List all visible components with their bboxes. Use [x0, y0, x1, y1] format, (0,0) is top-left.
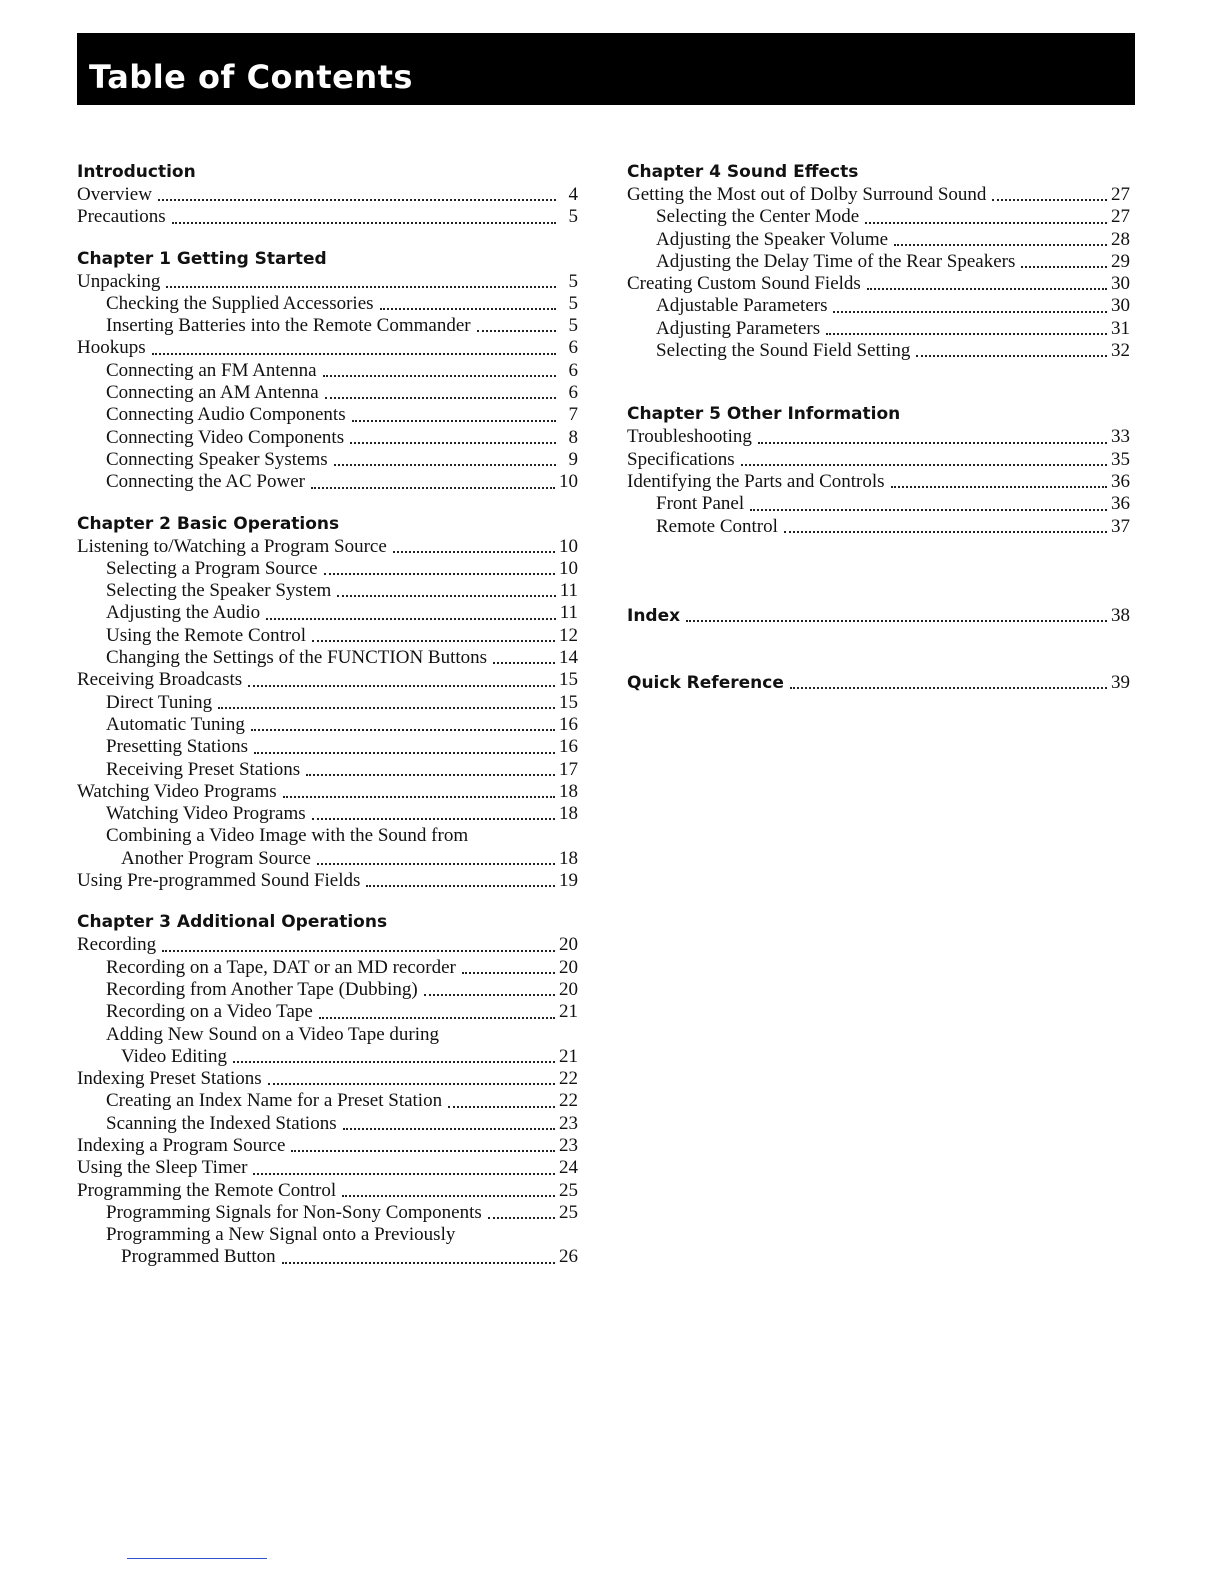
toc-entry[interactable] — [77, 1202, 578, 1224]
toc-entry[interactable] — [77, 1001, 578, 1023]
toc-entry[interactable] — [77, 580, 578, 602]
dot-leader — [172, 222, 556, 224]
toc-entry-page: 32 — [1111, 340, 1130, 362]
toc-entry-page: 16 — [559, 713, 578, 735]
dot-leader — [686, 620, 1107, 622]
toc-quick-reference-entry[interactable] — [627, 671, 1130, 695]
toc-entry-title: Scanning the Indexed Stations — [106, 1112, 337, 1134]
section-heading: Chapter 4 Sound Effects — [627, 162, 859, 182]
page-title: Table of Contents — [89, 58, 413, 96]
toc-entry[interactable] — [77, 669, 578, 691]
toc-entry-title: Hookups — [77, 337, 146, 359]
toc-entry[interactable] — [627, 318, 1130, 340]
toc-entry-text: Programming a New Signal onto a Previously — [106, 1224, 456, 1246]
footer-rule — [127, 1558, 267, 1559]
toc-entry-title: Selecting the Center Mode — [656, 206, 860, 228]
dot-leader — [916, 355, 1107, 357]
dot-leader — [248, 685, 555, 687]
dot-leader — [352, 420, 556, 422]
title-bar — [77, 33, 1135, 105]
toc-entry-title: Indexing Preset Stations — [77, 1068, 262, 1090]
toc-entry-title: Identifying the Parts and Controls — [627, 470, 885, 492]
toc-entry-page: 14 — [559, 647, 578, 669]
toc-entry-title: Receiving Broadcasts — [77, 669, 243, 691]
toc-entry[interactable] — [627, 184, 1130, 206]
dot-leader — [323, 375, 556, 377]
toc-section — [627, 160, 1130, 362]
toc-entry[interactable] — [627, 273, 1130, 295]
toc-entry-page: 17 — [559, 758, 578, 780]
toc-entry-page: 27 — [1111, 206, 1130, 228]
toc-entry-title: Overview — [77, 184, 152, 205]
toc-entry[interactable] — [627, 426, 1130, 448]
toc-entry-page: 23 — [559, 1134, 578, 1156]
toc-entry[interactable] — [77, 315, 578, 337]
toc-entry-title: Recording — [77, 934, 157, 956]
toc-entry[interactable] — [77, 870, 578, 892]
toc-entry[interactable] — [77, 647, 578, 669]
section-heading: Introduction — [77, 162, 196, 182]
dot-leader — [162, 950, 555, 952]
toc-entry-page: 36 — [1111, 493, 1130, 515]
toc-entry[interactable] — [77, 1068, 578, 1090]
toc-section — [77, 160, 578, 229]
toc-entry-title: Precautions — [77, 206, 166, 228]
dot-leader — [462, 972, 555, 974]
toc-entry-title: Using Pre-programmed Sound Fields — [77, 870, 361, 892]
toc-entry-title: Creating an Index Name for a Preset Station — [106, 1090, 443, 1112]
toc-entry-title: Specifications — [627, 448, 735, 470]
toc-section — [77, 247, 578, 494]
toc-entry[interactable] — [77, 293, 578, 315]
toc-entry-page: 21 — [559, 1045, 578, 1067]
toc-entry-page: 18 — [559, 780, 578, 802]
toc-entry-page: 25 — [559, 1201, 578, 1223]
toc-entry-page: 5 — [568, 315, 578, 337]
toc-entry-page: 33 — [1111, 426, 1130, 448]
dot-leader — [1021, 266, 1107, 268]
toc-entry-title: Connecting Audio Components — [106, 404, 346, 426]
toc-entry-page: 18 — [559, 847, 578, 869]
toc-entry[interactable] — [627, 471, 1130, 493]
toc-entry-title: Another Program Source — [121, 847, 311, 869]
toc-entry[interactable] — [77, 427, 578, 449]
toc-entry-title: Unpacking — [77, 270, 161, 292]
toc-section — [77, 512, 578, 893]
toc-entry-page: 10 — [559, 471, 578, 493]
toc-entry[interactable] — [77, 736, 578, 758]
toc-entry-page: 22 — [559, 1068, 578, 1090]
toc-entry[interactable] — [77, 781, 578, 803]
toc-entry-text: Combining a Video Image with the Sound from — [106, 825, 469, 847]
dot-leader — [488, 1217, 555, 1219]
toc-entry-title: Checking the Supplied Accessories — [106, 292, 374, 314]
toc-entry-title: Front Panel — [656, 493, 745, 515]
toc-entry-page: 5 — [568, 270, 578, 292]
dot-leader — [158, 199, 556, 201]
toc-entry-page: 19 — [559, 870, 578, 892]
toc-entry-page: 8 — [568, 426, 578, 448]
dot-leader — [477, 330, 556, 332]
toc-entry-title: Presetting Stations — [106, 736, 248, 758]
toc-entry-title: Connecting Speaker Systems — [106, 448, 328, 470]
toc-entry-page: 30 — [1111, 295, 1130, 317]
toc-entry[interactable] — [77, 848, 578, 870]
toc-entry-page: 6 — [568, 359, 578, 381]
toc-entry-title: Recording from Another Tape (Dubbing) — [106, 978, 418, 1000]
toc-entry-title: Connecting an AM Antenna — [106, 382, 319, 404]
toc-entry-title: Automatic Tuning — [106, 713, 245, 735]
toc-entry[interactable] — [77, 934, 578, 956]
toc-entry-title: Programming the Remote Control — [77, 1179, 337, 1201]
toc-entry[interactable] — [77, 1157, 578, 1179]
dot-leader — [448, 1106, 555, 1108]
dot-leader — [343, 1128, 555, 1130]
toc-entry-page: 9 — [568, 448, 578, 470]
dot-leader — [166, 286, 556, 288]
toc-entry[interactable] — [77, 979, 578, 1001]
toc-entry-title: Receiving Preset Stations — [106, 758, 301, 780]
dot-leader — [312, 818, 555, 820]
toc-entry-page: 28 — [1111, 228, 1130, 250]
toc-entry-page: 15 — [559, 691, 578, 713]
dot-leader — [317, 863, 555, 865]
toc-entry[interactable] — [77, 471, 578, 493]
dot-leader — [152, 353, 556, 355]
toc-entry-text: Adding New Sound on a Video Tape during — [106, 1023, 439, 1045]
dot-leader — [268, 1083, 555, 1085]
toc-entry-title: Remote Control — [656, 515, 778, 537]
toc-entry-page: 35 — [1111, 448, 1130, 470]
dot-leader — [393, 551, 555, 553]
toc-entry[interactable] — [77, 449, 578, 471]
dot-leader — [342, 1195, 555, 1197]
toc-index-entry[interactable] — [627, 604, 1130, 628]
toc-entry-title: Direct Tuning — [106, 691, 213, 713]
toc-entry[interactable] — [627, 295, 1130, 317]
toc-section — [77, 910, 578, 1268]
toc-entry-title: Adjustable Parameters — [656, 295, 828, 317]
toc-quick-reference-page: 39 — [1111, 671, 1130, 693]
toc-entry-page: 20 — [559, 934, 578, 956]
dot-leader — [306, 774, 555, 776]
toc-entry[interactable] — [77, 404, 578, 426]
toc-section — [627, 402, 1130, 537]
dot-leader — [758, 442, 1107, 444]
toc-entry[interactable] — [77, 1246, 578, 1268]
dot-leader — [865, 222, 1107, 224]
toc-entry[interactable] — [77, 602, 578, 624]
toc-entry-title: Watching Video Programs — [106, 803, 306, 825]
toc-entry-page: 5 — [568, 206, 578, 228]
dot-leader — [366, 885, 555, 887]
section-heading: Chapter 1 Getting Started — [77, 248, 327, 269]
toc-entry-page: 20 — [559, 956, 578, 978]
section-heading: Chapter 2 Basic Operations — [77, 513, 340, 534]
dot-leader — [319, 1017, 555, 1019]
dot-leader — [826, 333, 1107, 335]
dot-leader — [253, 1173, 555, 1175]
toc-entry[interactable] — [77, 1180, 578, 1202]
toc-entry-page: 24 — [559, 1157, 578, 1179]
toc-entry[interactable] — [627, 493, 1130, 515]
toc-entry-title: Adjusting the Audio — [106, 602, 261, 624]
toc-entry-title: Programmed Button — [121, 1246, 276, 1268]
toc-entry-title: Programming Signals for Non-Sony Components — [106, 1201, 482, 1223]
section-heading: Chapter 3 Additional Operations — [77, 912, 388, 933]
dot-leader — [891, 486, 1107, 488]
toc-entry-title: Recording on a Video Tape — [106, 1001, 313, 1023]
toc-entry-page: 6 — [568, 382, 578, 404]
toc-entry-title: Getting the Most out of Dolby Surround Sound — [627, 184, 987, 205]
toc-quick-reference-label: Quick Reference — [627, 672, 784, 693]
toc-entry[interactable] — [77, 382, 578, 404]
toc-entry-title: Connecting the AC Power — [106, 471, 305, 493]
toc-entry-title: Adjusting the Speaker Volume — [656, 228, 889, 250]
toc-entry-title: Troubleshooting — [627, 426, 752, 448]
dot-leader — [291, 1150, 555, 1152]
toc-entry-title: Recording on a Tape, DAT or an MD recorder — [106, 956, 456, 978]
toc-entry-title: Using the Remote Control — [106, 624, 307, 646]
toc-entry[interactable] — [627, 251, 1130, 273]
toc-entry-page: 7 — [568, 404, 578, 426]
dot-leader — [750, 509, 1107, 511]
toc-entry-page: 11 — [559, 580, 578, 602]
toc-entry-page: 18 — [559, 803, 578, 825]
toc-entry-page: 21 — [559, 1001, 578, 1023]
dot-leader — [790, 687, 1107, 689]
dot-leader — [283, 796, 555, 798]
toc-entry[interactable] — [77, 558, 578, 580]
toc-entry-page: 26 — [559, 1246, 578, 1268]
toc-entry-page: 4 — [568, 184, 578, 205]
toc-entry-title: Creating Custom Sound Fields — [627, 273, 861, 295]
toc-entry[interactable] — [77, 184, 578, 206]
dot-leader — [833, 311, 1107, 313]
dot-leader — [894, 244, 1107, 246]
toc-entry-page: 5 — [568, 292, 578, 314]
toc-entry[interactable] — [627, 206, 1130, 228]
toc-entry[interactable] — [627, 340, 1130, 362]
toc-entry-page: 10 — [559, 557, 578, 579]
toc-entry-title: Inserting Batteries into the Remote Commander — [106, 315, 471, 337]
dot-leader — [324, 573, 555, 575]
toc-entry-page: 36 — [1111, 470, 1130, 492]
dot-leader — [334, 464, 556, 466]
dot-leader — [784, 531, 1107, 533]
dot-leader — [992, 199, 1107, 201]
toc-entry-page: 10 — [559, 535, 578, 557]
toc-entry[interactable] — [77, 360, 578, 382]
toc-entry-title: Selecting the Speaker System — [106, 580, 332, 602]
toc-entry-title: Watching Video Programs — [77, 780, 277, 802]
toc-entry[interactable] — [77, 957, 578, 979]
toc-entry[interactable] — [77, 536, 578, 558]
toc-entry[interactable] — [77, 803, 578, 825]
toc-entry[interactable] — [77, 1046, 578, 1068]
dot-leader — [312, 640, 555, 642]
dot-leader — [266, 618, 556, 620]
toc-entry[interactable] — [77, 1090, 578, 1112]
toc-entry-title: Connecting Video Components — [106, 426, 345, 448]
toc-entry[interactable] — [627, 449, 1130, 471]
toc-entry-page: 30 — [1111, 273, 1130, 295]
toc-entry[interactable] — [77, 692, 578, 714]
toc-entry-title: Changing the Settings of the FUNCTION Buttons — [106, 647, 488, 669]
toc-entry-page: 25 — [559, 1179, 578, 1201]
dot-leader — [867, 288, 1107, 290]
toc-entry[interactable] — [77, 337, 578, 359]
toc-entry[interactable] — [627, 516, 1130, 538]
toc-index-label: Index — [627, 605, 681, 626]
toc-entry-page: 31 — [1111, 317, 1130, 339]
toc-entry-page: 27 — [1111, 184, 1130, 205]
toc-entry-title: Video Editing — [121, 1045, 227, 1067]
dot-leader — [337, 595, 555, 597]
dot-leader — [350, 442, 556, 444]
dot-leader — [325, 397, 556, 399]
toc-entry-title: Adjusting the Delay Time of the Rear Speakers — [656, 250, 1016, 272]
dot-leader — [424, 994, 555, 996]
dot-leader — [311, 487, 555, 489]
toc-entry[interactable] — [77, 625, 578, 647]
toc-entry-page: 37 — [1111, 515, 1130, 537]
dot-leader — [233, 1061, 555, 1063]
toc-entry-title: Selecting a Program Source — [106, 557, 318, 579]
dot-leader — [380, 308, 556, 310]
toc-entry-title: Using the Sleep Timer — [77, 1157, 248, 1179]
dot-leader — [741, 464, 1107, 466]
toc-entry-page: 23 — [559, 1112, 578, 1134]
toc-entry[interactable] — [77, 1135, 578, 1157]
toc-entry-page: 11 — [559, 602, 578, 624]
toc-index-page: 38 — [1111, 604, 1130, 626]
toc-entry[interactable] — [77, 271, 578, 293]
toc-entry-page: 16 — [559, 736, 578, 758]
toc-entry[interactable] — [77, 1113, 578, 1135]
toc-entry-page: 15 — [559, 669, 578, 691]
toc-entry-page: 22 — [559, 1090, 578, 1112]
toc-entry-page: 20 — [559, 978, 578, 1000]
toc-entry-page: 29 — [1111, 250, 1130, 272]
dot-leader — [254, 752, 555, 754]
toc-entry-title: Listening to/Watching a Program Source — [77, 535, 387, 557]
toc-entry-title: Connecting an FM Antenna — [106, 359, 317, 381]
toc-entry[interactable] — [77, 714, 578, 736]
toc-entry-page: 6 — [568, 337, 578, 359]
toc-entry-page: 12 — [559, 624, 578, 646]
toc-entry[interactable] — [77, 759, 578, 781]
dot-leader — [282, 1262, 555, 1264]
section-heading: Chapter 5 Other Information — [627, 404, 901, 425]
dot-leader — [493, 662, 555, 664]
toc-entry-title: Indexing a Program Source — [77, 1134, 286, 1156]
toc-entry-title: Adjusting Parameters — [656, 317, 821, 339]
dot-leader — [251, 729, 555, 731]
toc-left-column — [77, 160, 578, 1287]
dot-leader — [218, 707, 555, 709]
toc-entry[interactable] — [627, 229, 1130, 251]
toc-entry[interactable] — [77, 206, 578, 228]
toc-entry-title: Selecting the Sound Field Setting — [656, 340, 911, 362]
toc-right-column — [627, 160, 1130, 738]
